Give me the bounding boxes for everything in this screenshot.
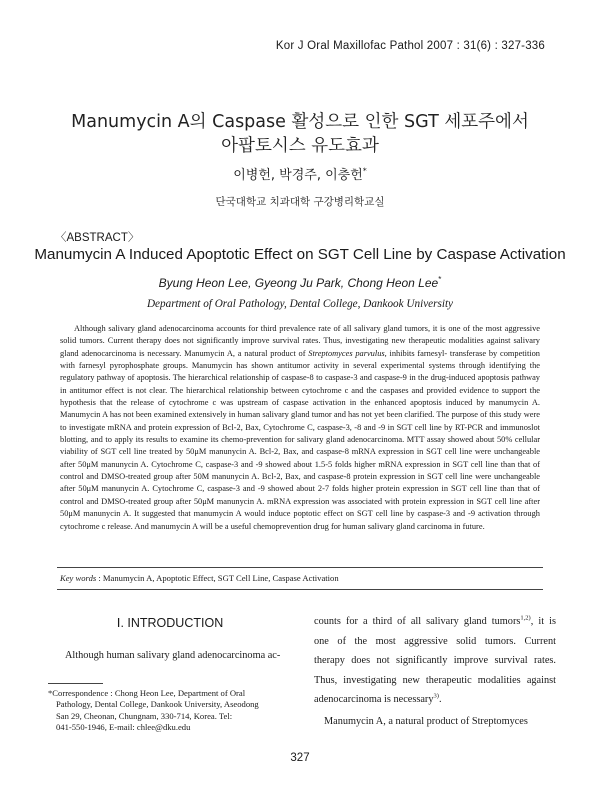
abstract-text-part1: Although salivary gland adenocarcinoma accounts for third prevalence rate of all salivary gland tumors, it is one of the most aggressive solid tumors. Current therapy does not significantly improve survival rates. Thus, investigating new therapeutic modalities against salivary gland adenocarcinoma is necessary. Manumycin A, a natural product of xyxy=(60,324,540,358)
intro-right-line: one of the most aggressive solid tumors. Current xyxy=(314,635,556,647)
keywords-bottom-rule xyxy=(57,589,543,590)
intro-right-line: counts for a third of all salivary gland tumors$^{1,2)}$, it is xyxy=(314,614,557,627)
reference-marker: 1,2) xyxy=(520,614,531,622)
footnote-line: 041-550-1946, E-mail: chlee@dku.edu xyxy=(56,721,191,732)
keywords-separator: : xyxy=(96,573,103,583)
korean-corresponding-mark: * xyxy=(362,166,367,176)
keywords xyxy=(60,573,339,583)
keywords-text: Manumycin A, Apoptotic Effect, SGT Cell Line, Caspase Activation xyxy=(102,573,339,583)
intro-right-line: therapy does not significantly improve survival rates. xyxy=(314,655,556,667)
footnote-line: Pathology, Dental College, Dankook University, Aseodong xyxy=(56,699,259,710)
page-number: 327 xyxy=(290,752,310,764)
english-authors xyxy=(0,275,600,290)
korean-authors-names: 이병헌, 박경주, 이충헌 xyxy=(233,168,363,183)
footnote-line: *Correspondence : Chong Heon Lee, Department of Oral xyxy=(48,688,246,698)
introduction-heading: Ⅰ. INTRODUCTION xyxy=(116,616,224,630)
footnote-line: San 29, Cheonan, Chungnam, 330-714, Korea. Tel: xyxy=(56,710,233,721)
keywords-top-rule xyxy=(57,567,543,568)
introduction-left-text: Although human salivary gland adenocarcinoma ac- xyxy=(65,650,281,661)
introduction-right-column xyxy=(314,612,556,732)
abstract-label: 〈ABSTRACT〉 xyxy=(55,232,140,244)
abstract-body xyxy=(60,323,540,533)
english-authors-names: Byung Heon Lee, Gyeong Ju Park, Chong Heon Lee xyxy=(158,276,439,290)
journal-header: Kor J Oral Maxillofac Pathol 2007 : 31(6) : 327-336 xyxy=(275,40,545,52)
reference-marker: 3) xyxy=(433,692,439,700)
korean-affiliation: 단국대학교 치과대학 구강병리학교실 xyxy=(215,196,385,208)
korean-title-line1: Manumycin A의 Caspase 활성으로 인한 SGT 세포주에서 xyxy=(71,112,529,132)
korean-title-line2: 아팝토시스 유도효과 xyxy=(221,136,379,156)
english-affiliation: Department of Oral Pathology, Dental College, Dankook University xyxy=(146,298,454,310)
abstract-text-part2: , inhibits farnesyl- transferase by competition with farnesyl pyrophosphate groups. Manumycin has shown antitumor activity in several experimental systems through identifying the regulatory pathway of apoptosis. The hierarchical relationship of caspase-8 to caspase-3 and caspase-9 in the drug-induced apoptosis pathway in antitumor effect is not clear. The hierarchical relationship between cytochrome c and the caspases and provided evidence to support the hypothesis that the release of cytochrome c was upstream of caspase activation in the enhanced apoptosis induced by manumycin A. Manumycin A has not been examined extensively in human salivary gland tumor and has not yet been clarified. The purpose of this study were to investigate mRNA and protein expression of Bcl-2, Bax, Cytochrome C, caspase-3, -8 and -9 in SGT cell line by RT-PCR and immunoslot blotting, and to apply its results to examine its chemo-prevention for salivary gland adenocarcinoma. MTT assay showed about 50% cellular viability of SGT cell line treated by 50μM manunycin A. Bcl-2, Bax, and caspase-8 mRNA expression in SGT cell line were unchangeable after 50μM manunycin A. Cytochrome C, caspase-3 and -9 showed about 1.5-5 folds higher mRNA expression in SGT cell line than that of control and DMSO-treated group after 50M manunycin A. Bcl-2, Bax, and caspase-8 protein expression in SGT cell line were unchangeable after 50μM manunycin A. Cytochrome C, caspase-3 and -9 showed about 2-7 folds higher protein expression in SGT cell line than that of control and DMSO-treated group after 50μM manunycin A. mRNA expression was associated with protein expression in SGT cell line after 50μM manunycin A. It suggested that manumycin A would induce poptotic effect on SGT cell line by caspase-3 and -9 activation through cytochrome c release. And manumycin A will be a useful chemoprevention drug for human salivary gland carcinoma in future. xyxy=(60,348,540,531)
abstract-species-name: Streptomyces parvulus xyxy=(308,348,385,358)
abstract-paragraph xyxy=(60,323,540,533)
correspondence-footnote xyxy=(48,688,296,733)
intro-right-line: Thus, investigating new therapeutic modalities against xyxy=(314,674,556,686)
intro-right-paragraph2: Manumycin A, a natural product of Streptomyces xyxy=(324,715,528,727)
intro-right-line: adenocarcinoma is necessary$^{3)}$. xyxy=(314,692,442,706)
footnote-rule xyxy=(48,683,103,684)
english-title: Manumycin A Induced Apoptotic Effect on SGT Cell Line by Caspase Activation xyxy=(34,246,566,263)
english-corresponding-mark: * xyxy=(438,275,442,284)
korean-authors xyxy=(0,164,600,183)
keywords-label: Key words xyxy=(60,573,97,583)
